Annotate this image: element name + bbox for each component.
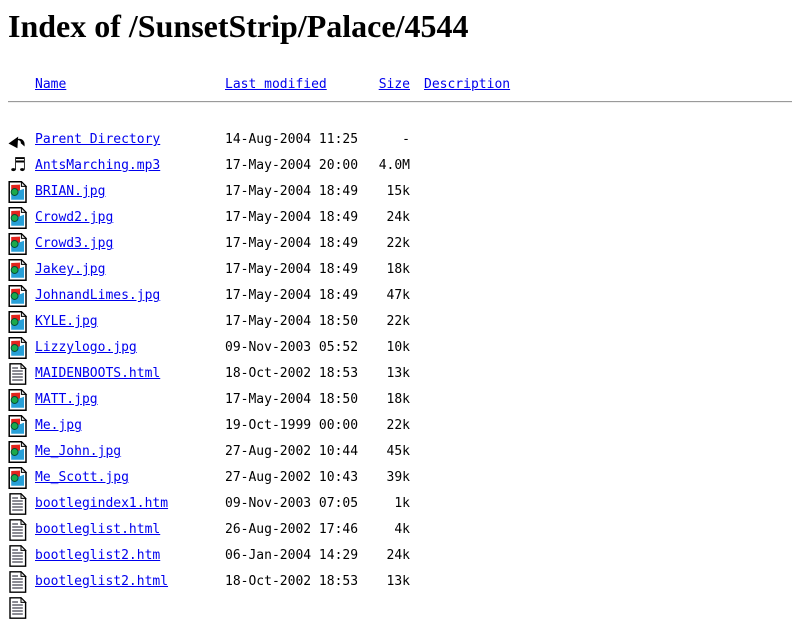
header-divider [8,101,792,103]
file-link[interactable]: MATT.jpg [35,392,98,408]
file-row [8,491,792,517]
image-icon [8,207,28,229]
text-icon [8,363,28,385]
directory-listing [8,72,792,621]
image-icon [8,467,28,489]
file-row [8,153,792,179]
last-modified-value: 26-Aug-2002 17:46 [225,522,359,538]
last-modified-value: 09-Nov-2003 05:52 [225,340,359,356]
file-link[interactable]: BRIAN.jpg [35,184,106,200]
last-modified-value: 19-Oct-1999 00:00 [225,418,359,434]
text-icon [8,545,28,567]
last-modified-value: 14-Aug-2004 11:25 [225,132,359,148]
file-size-value: 4.0M [378,158,410,174]
image-icon [8,285,28,307]
file-size-value: 4k [394,522,410,538]
file-row [8,439,792,465]
file-size-value: 22k [386,418,410,434]
image-icon [8,415,28,437]
file-size-value: 10k [386,340,410,356]
file-size-value: 24k [386,548,410,564]
file-row [8,543,792,569]
text-icon [8,597,28,619]
file-link[interactable]: MAIDENBOOTS.html [35,366,161,382]
file-link[interactable]: bootleglist2.html [35,574,169,590]
last-modified-value: 06-Jan-2004 14:29 [225,548,359,564]
file-size-value: 47k [386,288,410,304]
last-modified-value: 18-Oct-2002 18:53 [225,366,359,382]
sort-by-modified-link[interactable]: Last modified [225,77,327,93]
last-modified-value: 17-May-2004 18:50 [225,392,359,408]
file-size-value: 1k [394,496,410,512]
file-size-value: 15k [386,184,410,200]
last-modified-value: 17-May-2004 18:49 [225,184,359,200]
file-size-value: 13k [386,574,410,590]
file-link[interactable]: bootleglist2.htm [35,548,161,564]
file-row [8,205,792,231]
file-link[interactable]: AntsMarching.mp3 [35,158,161,174]
last-modified-value: 17-May-2004 18:49 [225,210,359,226]
last-modified-value: 17-May-2004 20:00 [225,158,359,174]
file-row [8,517,792,543]
last-modified-value: 09-Nov-2003 07:05 [225,496,359,512]
image-icon [8,311,28,333]
text-icon [8,571,28,593]
file-link[interactable]: Lizzylogo.jpg [35,340,137,356]
file-link[interactable]: Parent Directory [35,132,161,148]
file-size-value: 39k [386,470,410,486]
file-size-value: 45k [386,444,410,460]
file-row [8,257,792,283]
sort-by-size-link[interactable]: Size [378,77,410,93]
file-link[interactable]: bootlegindex1.htm [35,496,169,512]
header-name-cell [35,77,225,92]
file-row [8,569,792,595]
file-size-value: - [402,132,410,148]
sort-by-description-link[interactable]: Description [424,77,511,93]
file-size-value: 22k [386,314,410,330]
image-icon [8,441,28,463]
file-size-value: 18k [386,262,410,278]
image-icon [8,181,28,203]
file-row [8,179,792,205]
last-modified-value: 17-May-2004 18:49 [225,236,359,252]
file-size-value: 24k [386,210,410,226]
listing-header-row [8,72,792,98]
file-size-value: 18k [386,392,410,408]
file-row [8,361,792,387]
image-icon [8,389,28,411]
header-modified-cell [225,77,358,92]
file-row [8,335,792,361]
last-modified-value: 18-Oct-2002 18:53 [225,574,359,590]
file-link[interactable]: Jakey.jpg [35,262,106,278]
header-icon-spacer [8,74,28,96]
file-size-value: 22k [386,236,410,252]
header-description-cell [410,77,510,92]
last-modified-value: 27-Aug-2002 10:43 [225,470,359,486]
file-row [8,387,792,413]
last-modified-value: 27-Aug-2002 10:44 [225,444,359,460]
file-link[interactable]: Me.jpg [35,418,82,434]
file-row [8,413,792,439]
file-row [8,231,792,257]
file-row [8,283,792,309]
file-link[interactable]: Me_Scott.jpg [35,470,129,486]
directory-index-page [8,8,792,621]
last-modified-value: 17-May-2004 18:49 [225,288,359,304]
text-icon [8,519,28,541]
file-link[interactable]: KYLE.jpg [35,314,98,330]
file-size-value: 13k [386,366,410,382]
sound-icon: ♬ [9,153,27,176]
sort-by-name-link[interactable]: Name [35,77,67,93]
image-icon [8,259,28,281]
last-modified-value: 17-May-2004 18:50 [225,314,359,330]
file-rows [8,127,792,621]
file-link[interactable]: Me_John.jpg [35,444,122,460]
file-link[interactable]: Crowd3.jpg [35,236,114,252]
file-link[interactable]: Crowd2.jpg [35,210,114,226]
file-row [8,127,792,153]
file-row [8,465,792,491]
image-icon [8,337,28,359]
text-icon [8,493,28,515]
file-link[interactable]: JohnandLimes.jpg [35,288,161,304]
header-size-cell [358,77,410,92]
page-title: Index of /SunsetStrip/Palace/4544 [8,8,469,44]
image-icon [8,233,28,255]
file-row [8,595,792,621]
last-modified-value: 17-May-2004 18:49 [225,262,359,278]
back-icon [8,129,28,151]
file-link[interactable]: bootleglist.html [35,522,161,538]
file-row [8,309,792,335]
